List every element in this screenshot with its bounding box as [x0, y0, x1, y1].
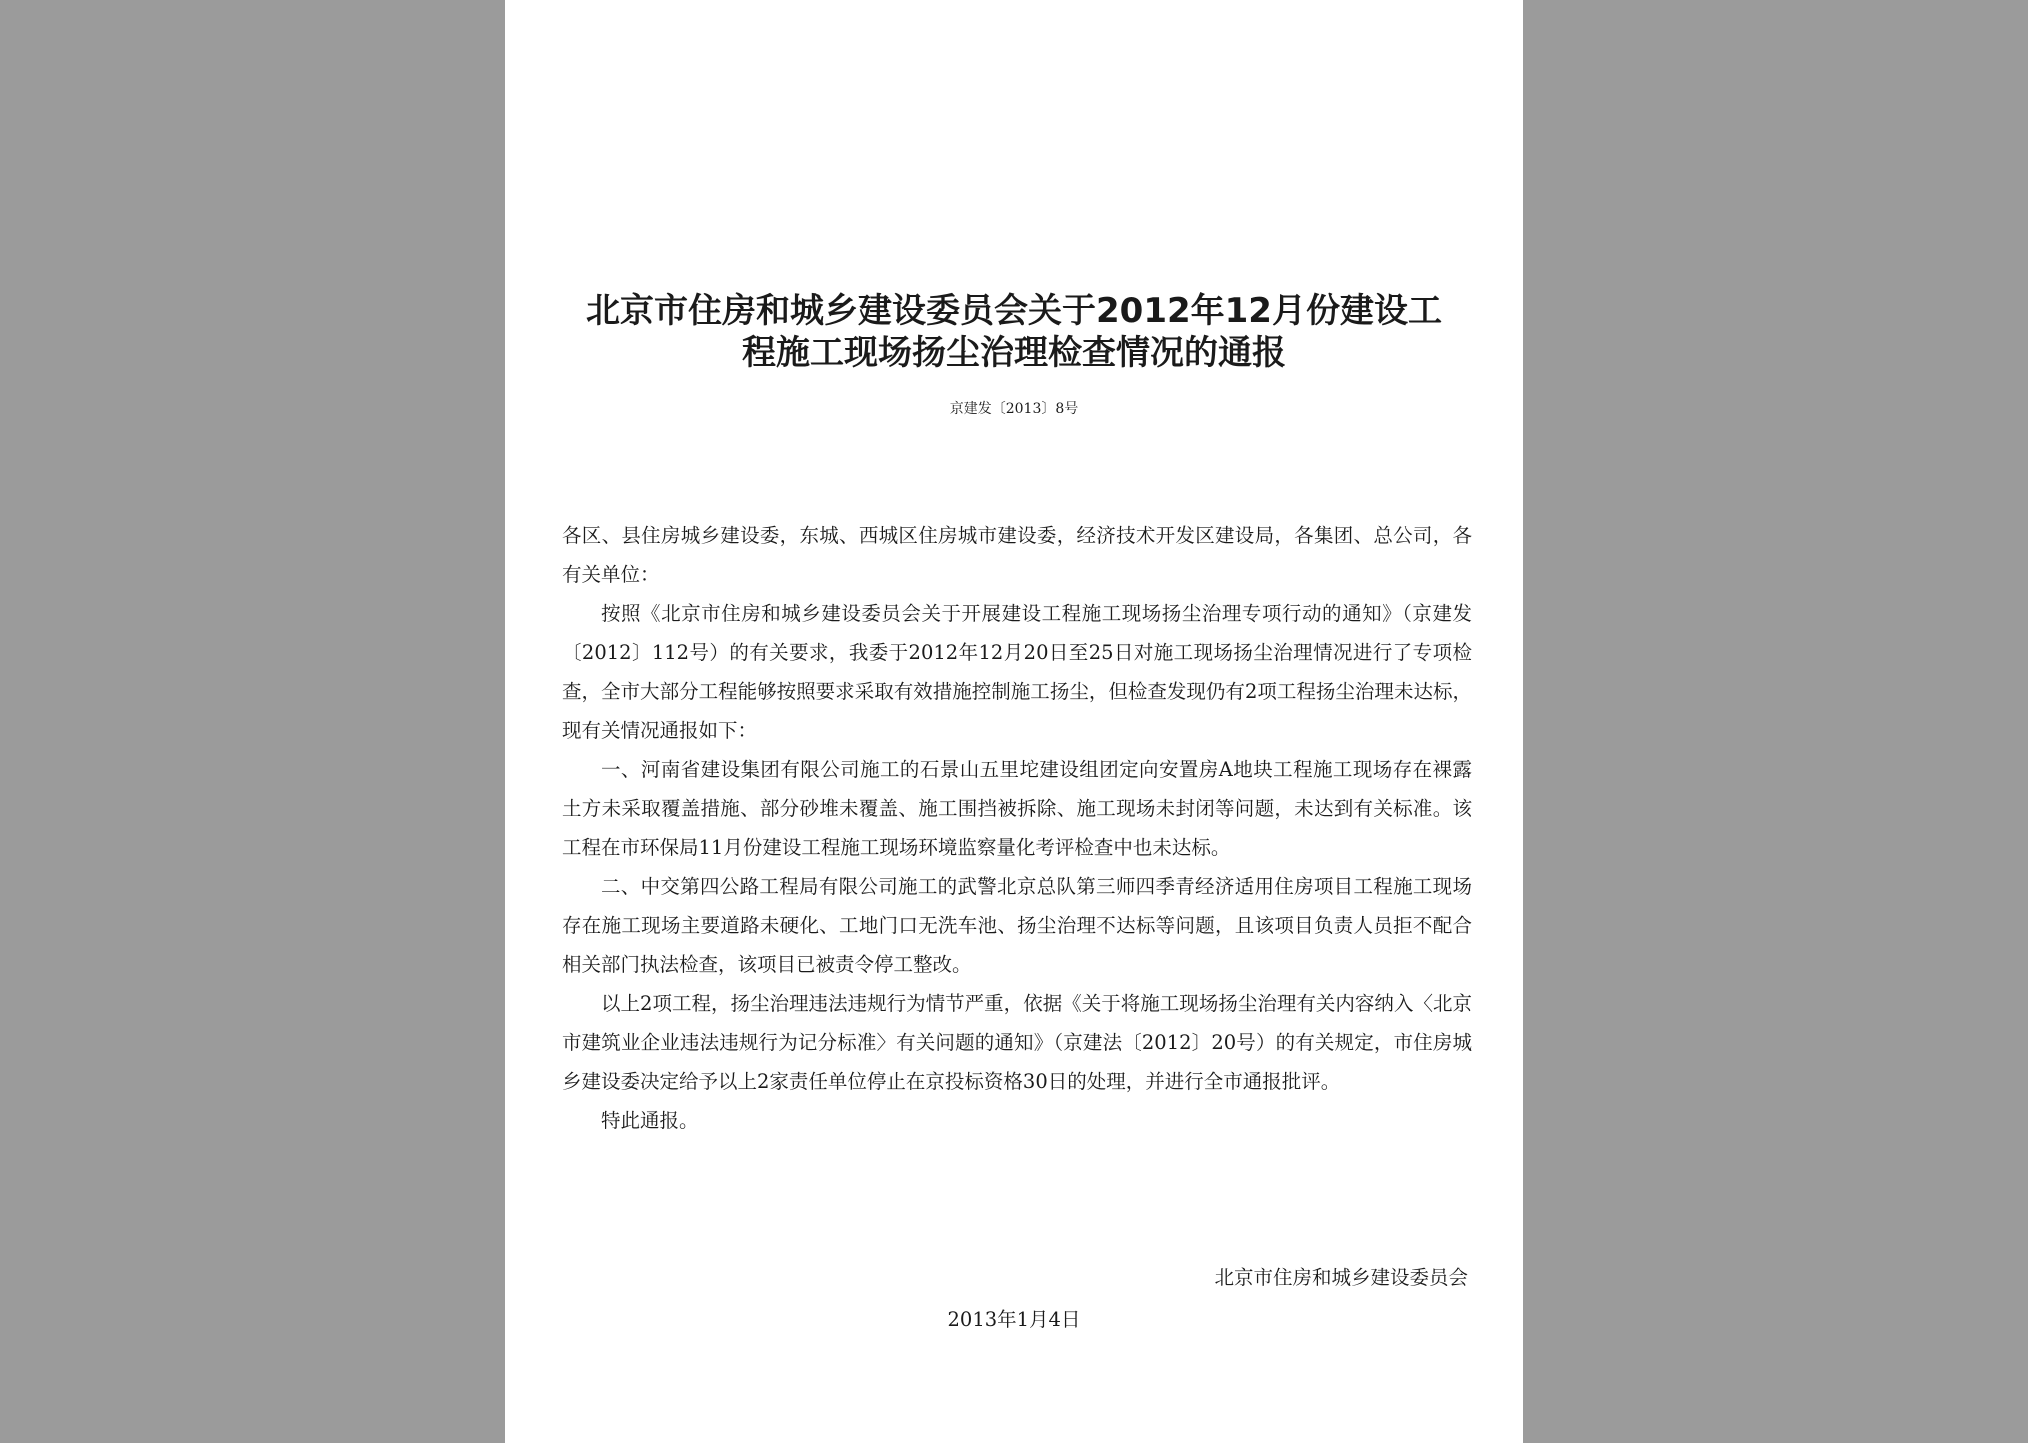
document-number: 京建发〔2013〕8号	[949, 401, 1079, 417]
issue-date: 2013年1月4日	[947, 1308, 1081, 1331]
document-body	[562, 516, 1472, 1140]
document-page	[505, 0, 1523, 1443]
paragraph-item-1: 一、河南省建设集团有限公司施工的石景山五里坨建设组团定向安置房A地块工程施工现场存在裸露土方未采取覆盖措施、部分砂堆未覆盖、施工围挡被拆除、施工现场未封闭等问题，未达到有关标准。该工程在市环保局11月份建设工程施工现场环境监察量化考评检查中也未达标。	[562, 758, 1472, 859]
recipients: 各区、县住房城乡建设委，东城、西城区住房城市建设委，经济技术开发区建设局，各集团、总公司，各有关单位：	[562, 524, 1472, 586]
document-title	[561, 290, 1467, 374]
title-line-2: 程施工现场扬尘治理检查情况的通报	[742, 333, 1286, 373]
issuing-authority: 北京市住房和城乡建设委员会	[1214, 1266, 1468, 1289]
paragraph-intro: 按照《北京市住房和城乡建设委员会关于开展建设工程施工现场扬尘治理专项行动的通知》（京建发〔2012〕112号）的有关要求，我委于2012年12月20日至25日对施工现场扬尘治理情况进行了专项检查，全市大部分工程能够按照要求采取有效措施控制施工扬尘，但检查发现仍有2项工程扬尘治理未达标，现有关情况通报如下：	[562, 602, 1472, 742]
paragraph-closing: 特此通报。	[601, 1109, 699, 1132]
paragraph-item-2: 二、中交第四公路工程局有限公司施工的武警北京总队第三师四季青经济适用住房项目工程施工现场存在施工现场主要道路未硬化、工地门口无洗车池、扬尘治理不达标等问题，且该项目负责人员拒不配合相关部门执法检查，该项目已被责令停工整改。	[562, 875, 1472, 976]
title-line-1: 北京市住房和城乡建设委员会关于2012年12月份建设工	[586, 291, 1442, 331]
paragraph-decision: 以上2项工程，扬尘治理违法违规行为情节严重，依据《关于将施工现场扬尘治理有关内容纳入〈北京市建筑业企业违法违规行为记分标准〉有关问题的通知》（京建法〔2012〕20号）的有关规定，市住房城乡建设委决定给予以上2家责任单位停止在京投标资格30日的处理，并进行全市通报批评。	[562, 992, 1472, 1093]
